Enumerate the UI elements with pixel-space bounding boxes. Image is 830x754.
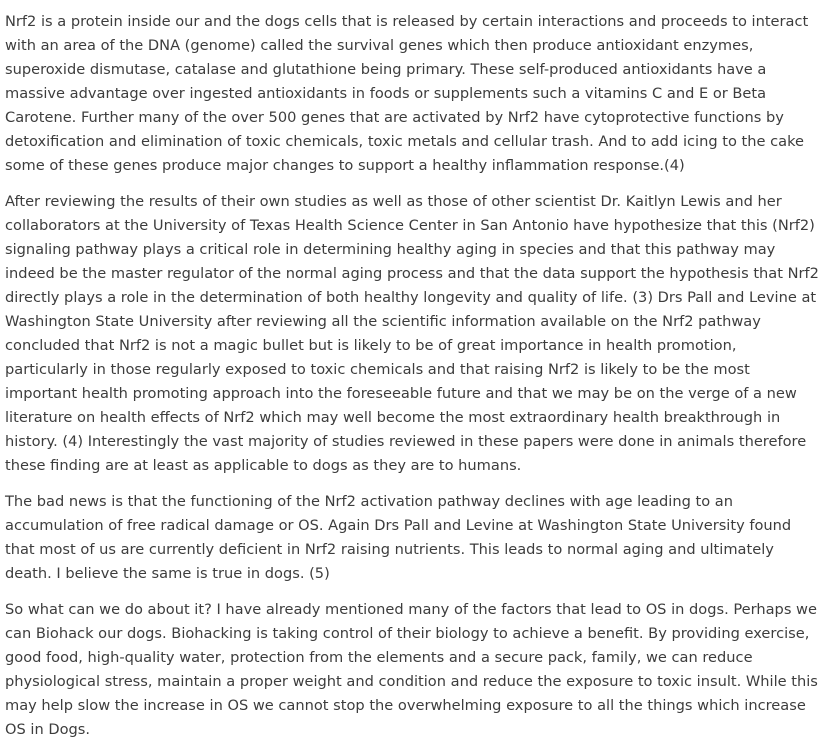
article-body [5, 10, 821, 754]
paragraph-bad-news: The bad news is that the functioning of the Nrf2 activation pathway declines with age leading to an accumulation of free radical damage or OS. Again Drs Pall and Levine at Washington State University found that most of us are currently deficient in Nrf2 raising nutrients. This leads to normal aging and ultimately death. I believe the same is true in dogs. (5) [5, 493, 792, 582]
paragraph-healthy-aging: After reviewing the results of their own studies as well as those of other scientist Dr. Kaitlyn Lewis and her collaborators at the University of Texas Health Science Center in San Antonio have hypothesize that this (Nrf2) signaling pathway plays a critical role in determining healthy aging in species and that this pathway may indeed be the master regulator of the normal aging process and that the data support the hypothesis that Nrf2 directly plays a role in the determination of both healthy longevity and quality of life. (3) Drs Pall and Levine at Washington State University after reviewing all the scientific information available on the Nrf2 pathway concluded that Nrf2 is not a magic bullet but is likely to be of great importance in health promotion, particularly in those regularly exposed to toxic chemicals and that raising Nrf2 is likely to be the most important health promoting approach into the foreseeable future and that we may be on the verge of a new literature on health effects of Nrf2 which may well become the most extraordinary health breakthrough in history. (4) Interestingly the vast majority of studies reviewed in these papers were done in animals therefore these finding are at least as applicable to dogs as they are to humans. [5, 193, 819, 474]
paragraph-biohack: So what can we do about it? I have already mentioned many of the factors that lead to OS in dogs. Perhaps we can Biohack our dogs. Biohacking is taking control of their biology to achieve a benefit. By providing exercise, good food, high-quality water, protection from the elements and a secure pack, family, we can reduce physiological stress, maintain a proper weight and condition and reduce the exposure to toxic insult. While this may help slow the increase in OS we cannot stop the overwhelming exposure to all the things which increase OS in Dogs. [5, 601, 818, 738]
paragraph-nrf2-intro: Nrf2 is a protein inside our and the dogs cells that is released by certain interactions and proceeds to interact with an area of the DNA (genome) called the survival genes which then produce antioxidant enzymes, superoxide dismutase, catalase and glutathione being primary. These self-produced antioxidants have a massive advantage over ingested antioxidants in foods or supplements such a vitamins C and E or Beta Carotene. Further many of the over 500 genes that are activated by Nrf2 have cytoprotective functions by detoxification and elimination of toxic chemicals, toxic metals and cellular trash. And to add icing to the cake some of these genes produce major changes to support a healthy inflammation response.(4) [5, 13, 809, 174]
